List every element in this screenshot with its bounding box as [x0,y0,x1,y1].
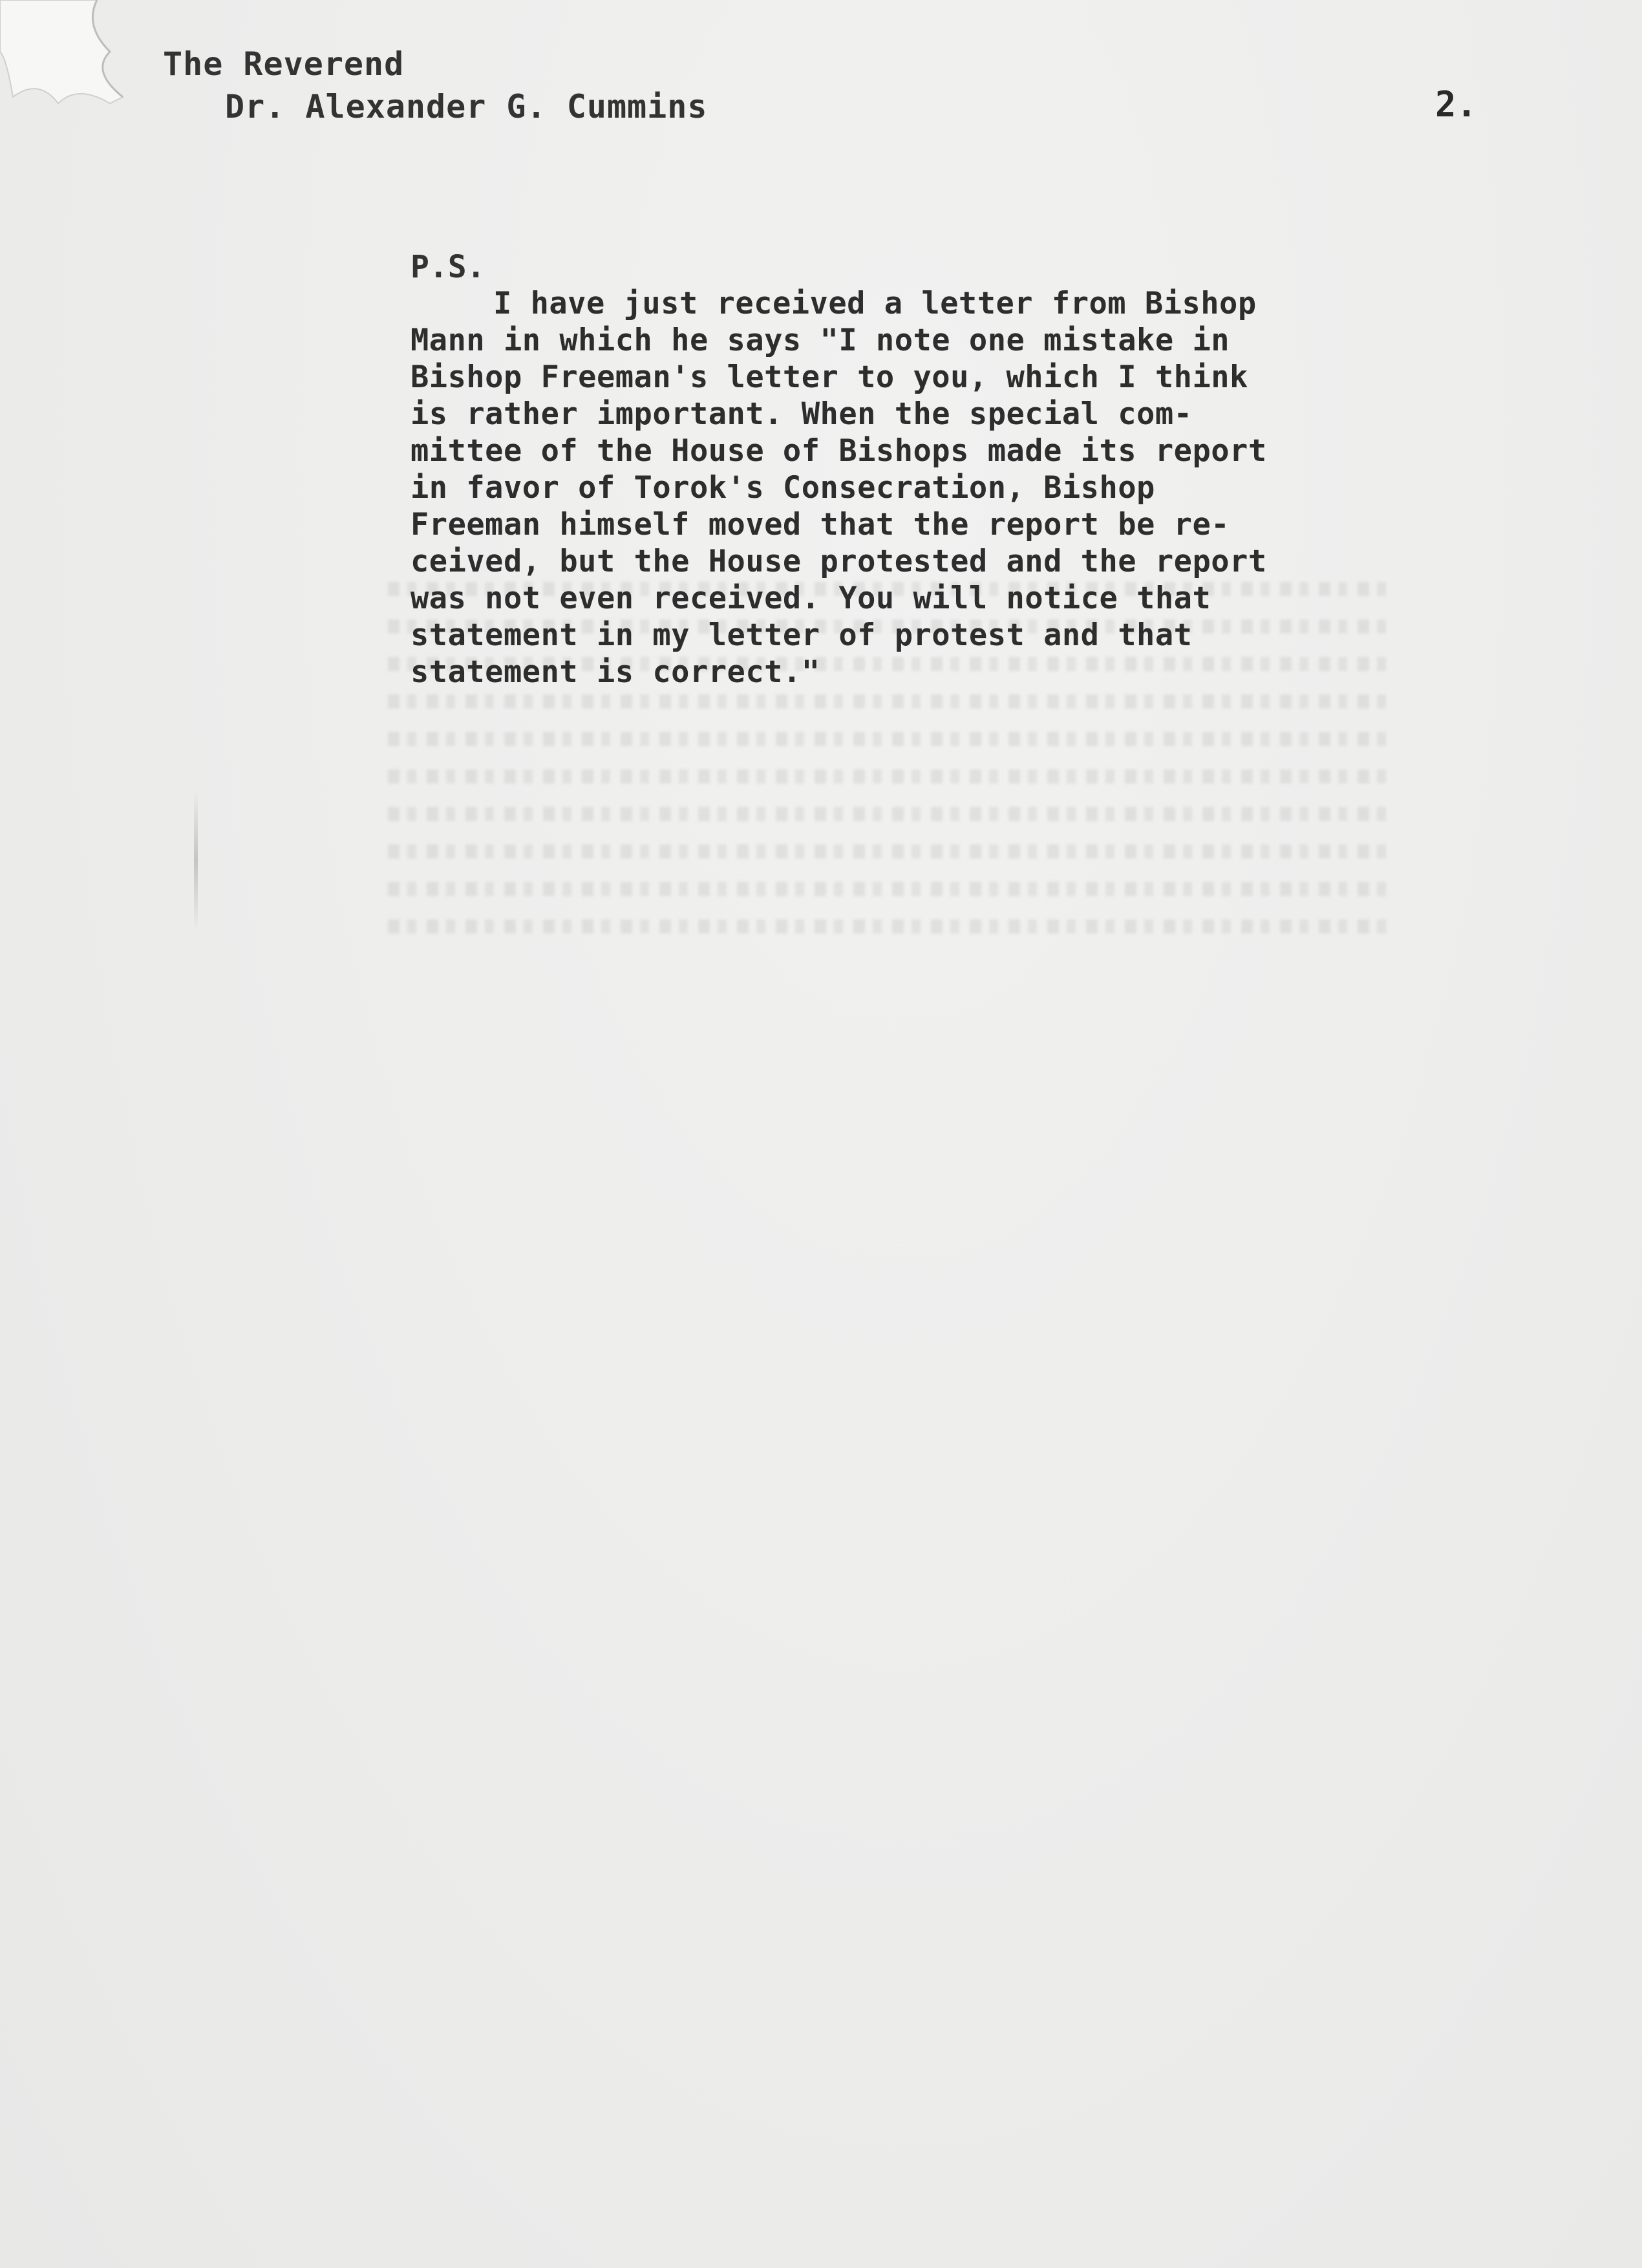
postscript-line: was not even received. You will notice that [410,581,1211,616]
bleed-through-shadow [388,582,1390,1487]
page-number: 2. [1435,84,1478,125]
postscript-line: statement in my letter of protest and that [410,617,1193,653]
postscript-line: Mann in which he says "I note one mistake in [410,323,1230,358]
postscript-line: in favor of Torok's Consecration, Bishop [410,470,1155,506]
postscript-line: is rather important. When the special com- [410,396,1193,432]
postscript-line: I have just received a letter from Bishop [493,286,1257,321]
postscript-body [410,285,1328,690]
addressee-name: Dr. Alexander G. Cummins [225,88,708,125]
addressee-title: The Reverend [163,45,405,83]
postscript-line: Bishop Freeman's letter to you, which I think [410,359,1248,395]
paper-crease [194,789,198,931]
postscript-line: statement is correct." [410,654,820,690]
postscript [410,249,1328,690]
torn-corner-mark [0,0,149,149]
postscript-line: ceived, but the House protested and the report [410,544,1267,579]
postscript-label: P.S. [410,249,485,285]
postscript-line: mittee of the House of Bishops made its report [410,433,1267,469]
postscript-line: Freeman himself moved that the report be re- [410,507,1230,542]
